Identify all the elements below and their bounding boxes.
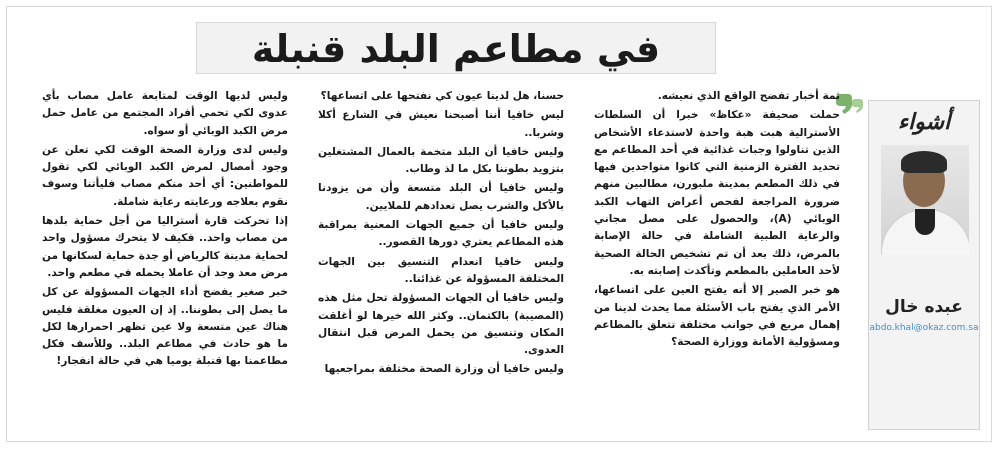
- paragraph: وليس خافيا أن البلد متخمة بالعمال المشتغلين بتزويد بطوننا بكل ما لذ وطاب.: [318, 145, 564, 176]
- paragraph: وليس خافيا أن البلد متسعة وأن من يزودنا بالأكل والشرب يصل تعدادهم للملايين.: [318, 182, 564, 212]
- author-name: عبده خال: [885, 297, 963, 317]
- paragraph: وليس لديها الوقت لمتابعة عامل مصاب بأي عدوى لكي تحمي أفراد المجتمع من عامل حمل مرض الكبد الوبائي أو سواه.: [42, 90, 288, 137]
- article-column-2: [318, 88, 564, 428]
- paragraph: وليس خافيا أن جميع الجهات المعنية بمراقبة هذه المطاعم يعتري دورها القصور..: [318, 219, 564, 249]
- article-column-3: [42, 88, 288, 428]
- paragraph: حسنا، هل لدينا عيون كي نفتحها على اتساعها؟: [320, 90, 564, 102]
- paragraph: وليس خافيا انعدام التنسيق بين الجهات المختلفة المسؤولة عن غذائنا..: [318, 255, 564, 285]
- article-column-1: [594, 88, 840, 428]
- article-headline: في مطاعم البلد قنبلة: [196, 22, 716, 74]
- author-photo: [881, 145, 969, 255]
- columnist-sidebar: [868, 100, 980, 430]
- paragraph: وليس لدى وزارة الصحة الوقت لكي تعلن عن وجود أمصال لمرض الكبد الوبائي لكي تقول للمواطنين: أي أحد منكم مصاب فليأتنا وسوف نقوم بعلاجه ورعايته رعاية شاملة.: [42, 143, 288, 208]
- paragraph: ثمة أخبار تفضح الواقع الذي نعيشه.: [657, 90, 840, 102]
- author-email[interactable]: abdo.khal@okaz.com.sa: [869, 323, 979, 333]
- paragraph: هو خبر الصير إلا أنه يفتح العين على اتساعها، الأمر الذي يفتح باب الأسئلة مما يحدث لدينا من إهمال مريع في جوانب مختلفة تتعلق بالمطاعم ومسؤولية الأمانة ووزارة الصحة؟: [594, 284, 840, 349]
- paragraph: خبر صغير يفضح أداء الجهات المسؤولة عن كل ما يصل إلى بطوننا.. إذ إن العيون مغلقة فليس هناك عين متسعة ولا عين تظهر احمرارها لكل ما هو حادث في مطاعم البلد.. وللأسف فكل مطاعمنا بها قنبلة يوميا هي في حالة انفجار!: [42, 286, 288, 368]
- paragraph: إذا تحركت قارة أستراليا من أجل حماية بلدها من مصاب واحد.. فكيف لا يتحرك مسؤول واحد لحماية مدينة كالرياض أو جدة حماية لسكانها من مرض معد وجد أن عاملا يحمله في مطعم واحد.: [42, 215, 288, 279]
- paragraph: وليس خافيا أن الجهات المسؤولة تحل مثل هذه (المصيبة) بالكتمان.. وكثر الله خيرها لو أغلقت المكان وتنسيق من يحمل المرض قبل انتقال العدوى.: [318, 292, 564, 357]
- column-name: أشواء: [897, 109, 951, 135]
- paragraph: وليس خافيا أن وزارة الصحة مختلفة بمراجعيها: [324, 363, 564, 376]
- paragraph: حملت صحيفة «عكاظ» خبرا أن السلطات الأسترالية هبت هبة واحدة لاستدعاء الأشخاص الذين تناولوا وجبات غذائية في أحد المطاعم مع تحديد الفترة الزمنية التي كانوا متواجدين فيها في ذلك المطعم بمدينة ملبورن، مطالبين منهم ضرورة المراجعة لفحص أعراض التهاب الكبد الوبائي (A)، والحصول على مصل مجاني والرعاية الطبية الشاملة في حالة الإصابة بالمرض، ذلك بعد أن تم تشخيص الحالة الصحية لأحد العاملين بالمطعم وتأكدت إصابته به.: [594, 109, 840, 277]
- paragraph: ليس خافيا أننا أصبحنا نعيش في الشارع أكلا وشربا..: [318, 109, 564, 139]
